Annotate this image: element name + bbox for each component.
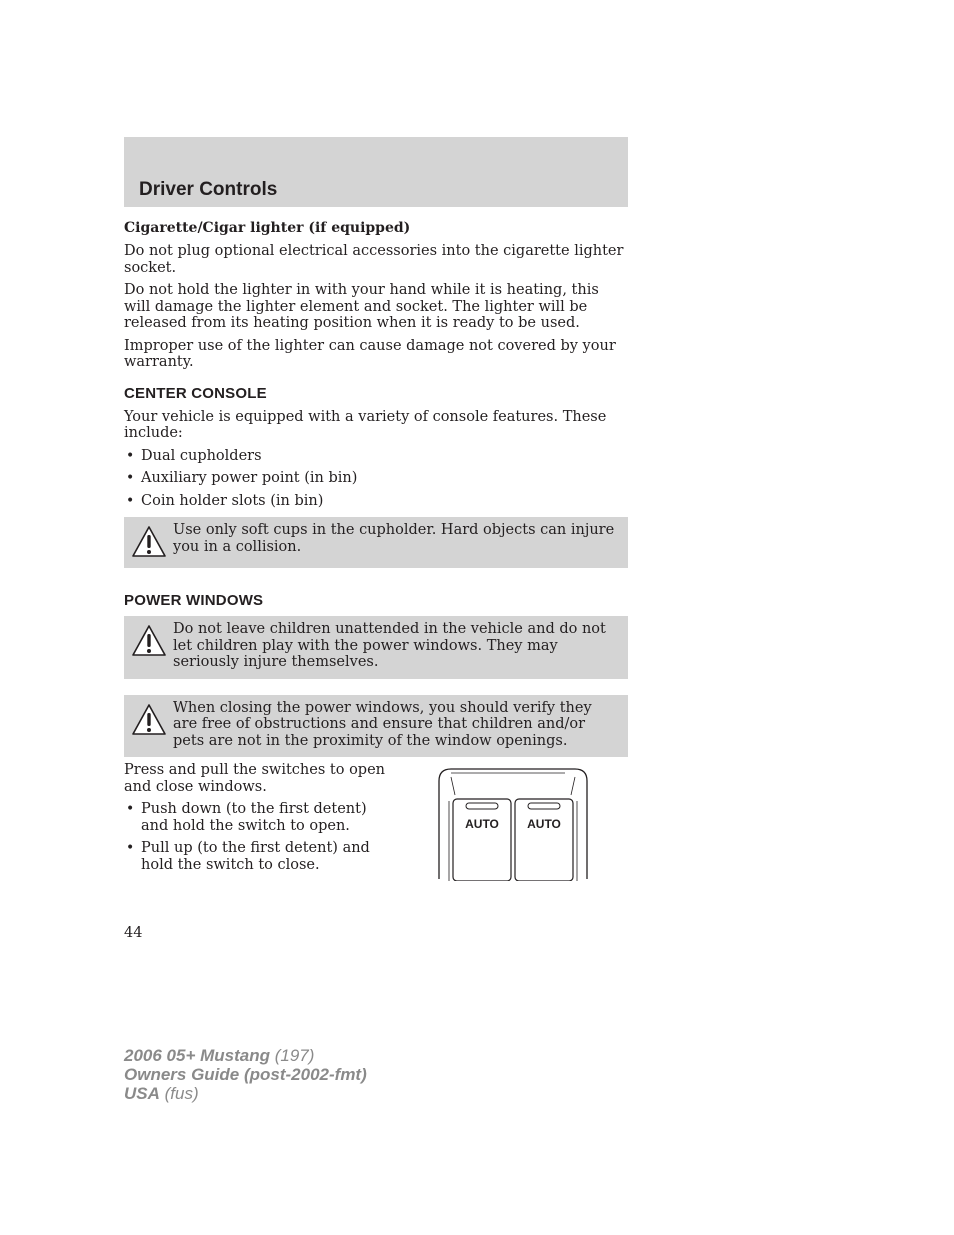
children-warning: [124, 616, 628, 679]
doc-market-code: (fus): [164, 1084, 199, 1103]
console-intro: Your vehicle is equipped with a variety of console features. These include:: [124, 408, 607, 441]
lighter-heading: Cigarette/Cigar lighter (if equipped): [124, 220, 411, 236]
windows-steps-list: [124, 801, 394, 873]
list-item: • Pull up (to the first detent) and hold the switch to close.: [124, 840, 394, 873]
center-console-heading: CENTER CONSOLE: [124, 384, 267, 402]
warning-text: When closing the power windows, you should verify they are free of obstructions and ensure that children and/or pets are not in the proximity of the window openings.: [173, 699, 592, 749]
section-title: Driver Controls: [139, 179, 278, 200]
console-features-list: [124, 448, 628, 510]
doc-model: 2006 05+ Mustang: [124, 1046, 270, 1065]
switch-label-right: AUTO: [527, 817, 561, 831]
page-number: 44: [124, 925, 143, 941]
list-item: • Coin holder slots (in bin): [124, 493, 628, 510]
window-switch-illustration: [437, 767, 589, 881]
lighter-paragraph-2: Do not hold the lighter in with your hand while it is heating, this will damage the lighter element and socket. The lighter will be released from its heating position when it is ready to be used.: [124, 282, 599, 331]
lighter-paragraph-3: Improper use of the lighter can cause damage not covered by your warranty.: [124, 337, 616, 370]
doc-model-code: (197): [274, 1046, 315, 1065]
lighter-paragraph-1: Do not plug optional electrical accessories into the cigarette lighter socket.: [124, 243, 624, 276]
section-header: [124, 137, 628, 207]
cupholder-warning: [124, 517, 628, 568]
switch-label-left: AUTO: [465, 817, 499, 831]
warning-text: Use only soft cups in the cupholder. Hard objects can injure you in a collision.: [173, 522, 615, 555]
power-windows-instructions: [124, 762, 394, 879]
windows-intro: Press and pull the switches to open and close windows.: [124, 762, 385, 795]
document-id: [124, 1046, 367, 1103]
list-item: • Push down (to the first detent) and hold the switch to open.: [124, 801, 394, 834]
doc-market: USA: [124, 1084, 160, 1103]
list-item: • Dual cupholders: [124, 448, 628, 465]
power-windows-heading: POWER WINDOWS: [124, 592, 264, 609]
doc-guide: Owners Guide (post-2002-fmt): [124, 1065, 367, 1084]
warning-triangle-icon: [130, 524, 168, 560]
warning-triangle-icon: [130, 702, 168, 738]
warning-triangle-icon: [130, 623, 168, 659]
page-content: [124, 219, 628, 757]
warning-text: Do not leave children unattended in the vehicle and do not let children play with the power windows. They may seriously injure themselves.: [173, 621, 606, 670]
list-item: • Auxiliary power point (in bin): [124, 470, 628, 487]
obstruction-warning: [124, 695, 628, 758]
